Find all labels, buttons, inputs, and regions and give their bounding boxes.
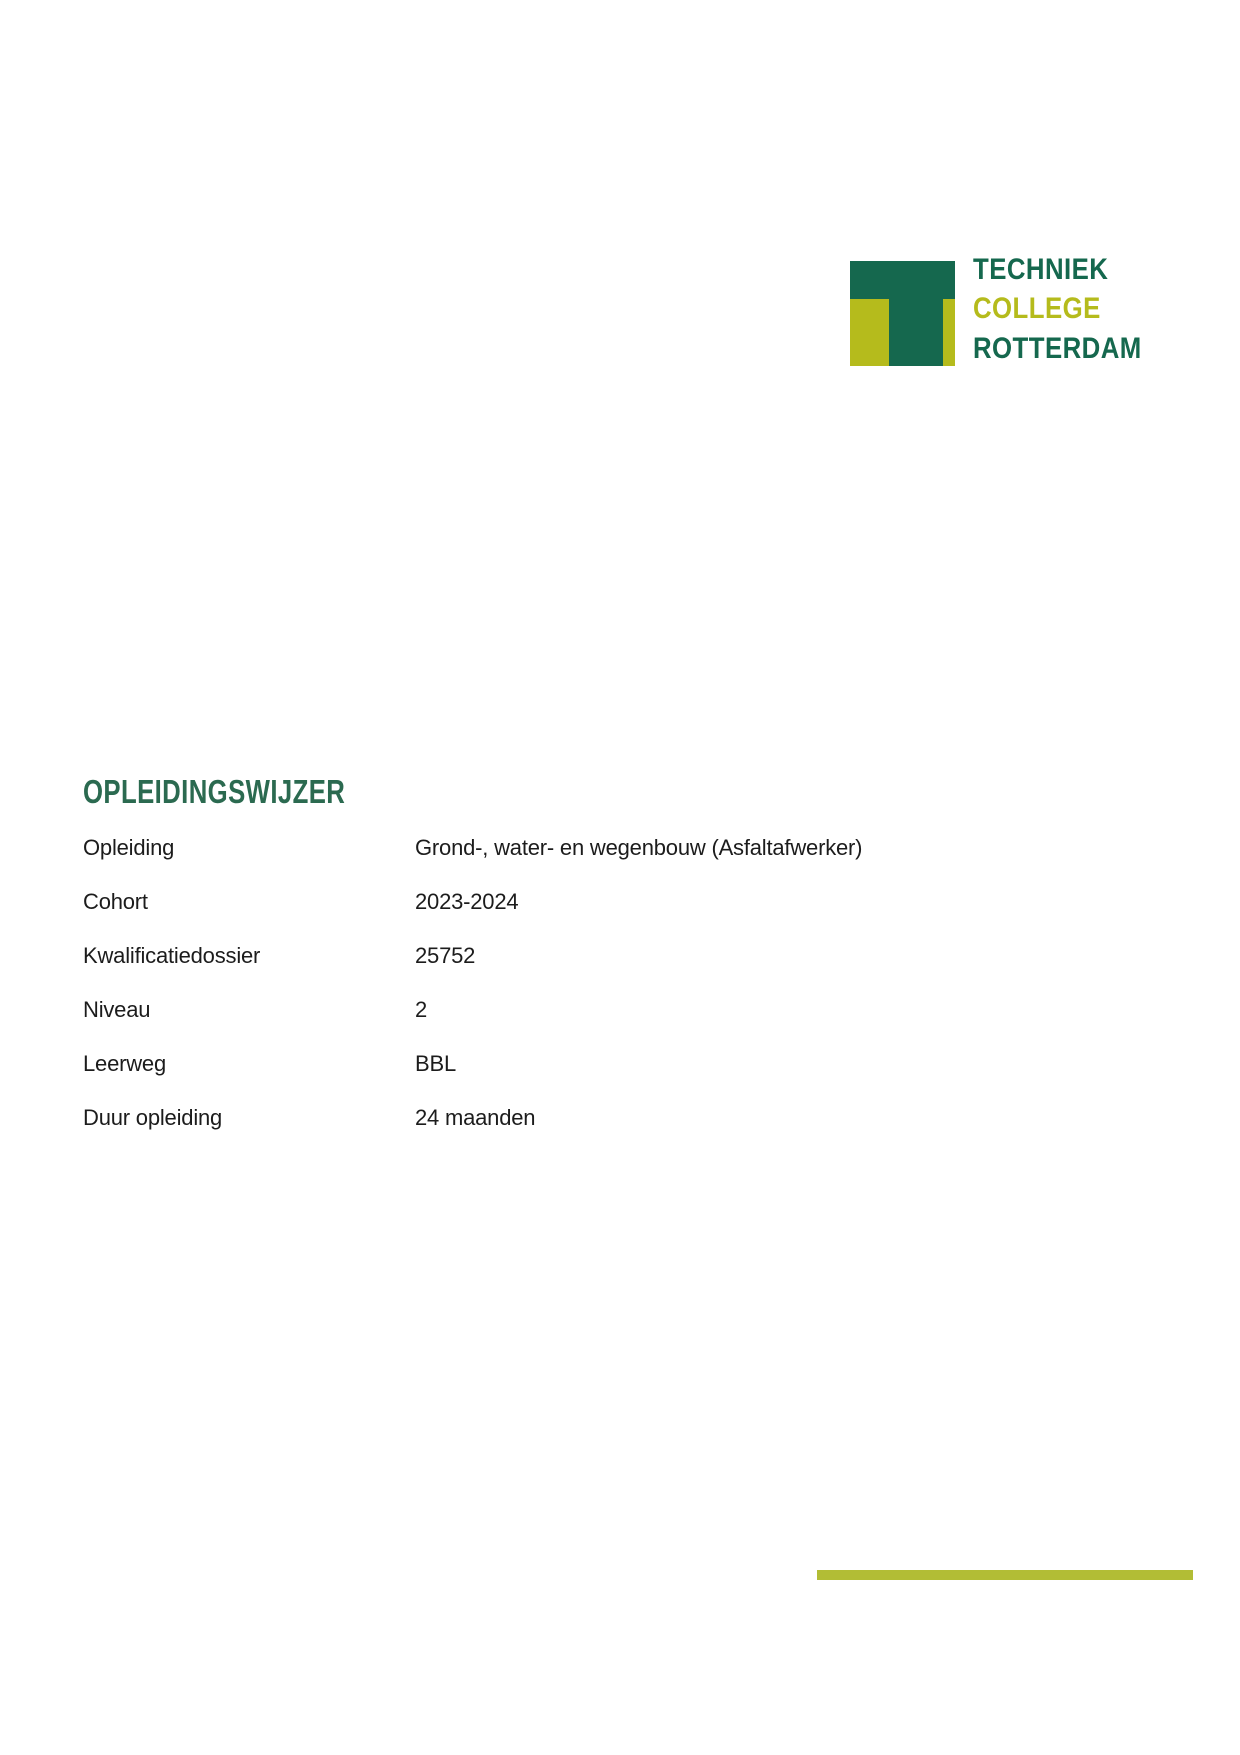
detail-label: Niveau: [83, 997, 151, 1022]
t-mark-top-bar: [850, 261, 955, 299]
table-row-cohort: [83, 888, 518, 916]
techniek-college-rotterdam-logo: [850, 253, 1190, 366]
t-mark-right-block: [943, 299, 955, 366]
detail-value: 2: [415, 997, 428, 1022]
t-mark-stem: [889, 299, 943, 366]
table-row-opleiding: [83, 834, 862, 862]
t-mark-left-block: [850, 299, 889, 366]
logo-line-rotterdam: ROTTERDAM: [973, 332, 1142, 365]
detail-value: 24 maanden: [415, 1105, 536, 1130]
table-row-leerweg: [83, 1050, 456, 1078]
logo-line-college: COLLEGE: [973, 292, 1101, 325]
table-row-niveau: [83, 996, 427, 1024]
detail-label: Duur opleiding: [83, 1105, 223, 1130]
detail-value: 2023-2024: [415, 889, 519, 914]
table-row-kwalificatiedossier: [83, 942, 475, 970]
logo-wordmark: [973, 255, 1193, 366]
detail-label: Kwalificatiedossier: [83, 943, 261, 968]
detail-label: Cohort: [83, 889, 148, 914]
page-title: OPLEIDINGSWIJZER: [83, 773, 346, 810]
table-row-duur-opleiding: [83, 1104, 535, 1132]
detail-label: Leerweg: [83, 1051, 166, 1076]
detail-value: Grond-, water- en wegenbouw (Asfaltafwerker): [415, 835, 863, 860]
detail-value: 25752: [415, 943, 476, 968]
detail-value: BBL: [415, 1051, 456, 1076]
detail-label: Opleiding: [83, 835, 175, 860]
tcr-t-mark-icon: [850, 261, 955, 366]
footer-accent-bar: [817, 1570, 1193, 1580]
logo-line-techniek: TECHNIEK: [973, 253, 1109, 286]
